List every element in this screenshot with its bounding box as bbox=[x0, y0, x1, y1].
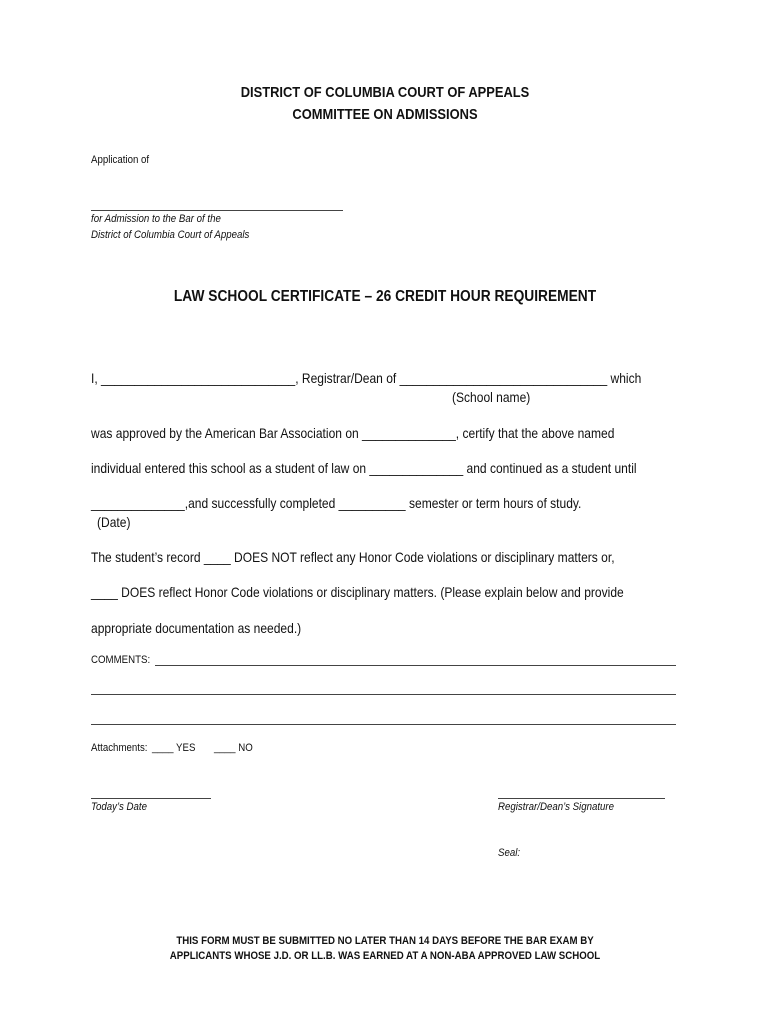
attachments-no[interactable]: ____ NO bbox=[214, 742, 253, 754]
body-line-completed: ______________,and successfully completed __________ semester or term hours of study. bbox=[91, 495, 582, 511]
registrar-signature-line[interactable] bbox=[498, 798, 665, 799]
registrar-signature-label: Registrar/Dean’s Signature bbox=[498, 801, 615, 813]
body-line-aba-approval: was approved by the American Bar Association on ______________, certify that the above named bbox=[91, 425, 615, 441]
comments-line-2[interactable] bbox=[91, 694, 676, 695]
application-of-label: Application of bbox=[91, 154, 150, 166]
body-line-registrar: I, _____________________________, Registrar/Dean of _______________________________ which bbox=[91, 370, 642, 386]
committee-title: COMMITTEE ON ADMISSIONS bbox=[292, 106, 478, 123]
todays-date-line[interactable] bbox=[91, 798, 211, 799]
body-line-does-reflect: ____ DOES reflect Honor Code violations or disciplinary matters. (Please explain below and provide bbox=[91, 584, 624, 600]
court-title: DISTRICT OF COLUMBIA COURT OF APPEALS bbox=[240, 84, 530, 101]
body-line-documentation: appropriate documentation as needed.) bbox=[91, 620, 302, 636]
footer-line-1: THIS FORM MUST BE SUBMITTED NO LATER THAN 14 DAYS BEFORE THE BAR EXAM BY bbox=[176, 935, 594, 947]
footer-line-2: APPLICANTS WHOSE J.D. OR LL.B. WAS EARNED AT A NON-ABA APPROVED LAW SCHOOL bbox=[169, 950, 601, 962]
for-admission-line1: for Admission to the Bar of the bbox=[91, 213, 221, 225]
applicant-name-line[interactable] bbox=[91, 210, 343, 211]
attachments-label: Attachments: bbox=[91, 742, 148, 754]
comments-label: COMMENTS: bbox=[91, 654, 151, 666]
school-name-note: (School name) bbox=[452, 389, 531, 405]
for-admission-line2: District of Columbia Court of Appeals bbox=[91, 229, 250, 241]
comments-line-3[interactable] bbox=[91, 724, 676, 725]
seal-label: Seal: bbox=[498, 847, 521, 859]
comments-line-1[interactable] bbox=[155, 665, 676, 666]
todays-date-label: Today’s Date bbox=[91, 801, 147, 813]
date-note: (Date) bbox=[97, 514, 131, 530]
body-line-does-not-reflect: The student’s record ____ DOES NOT reflect any Honor Code violations or disciplinary matters or, bbox=[91, 549, 615, 565]
certificate-title: LAW SCHOOL CERTIFICATE – 26 CREDIT HOUR REQUIREMENT bbox=[173, 288, 597, 305]
attachments-yes[interactable]: ____ YES bbox=[152, 742, 196, 754]
body-line-entered: individual entered this school as a student of law on ______________ and continued as a student until bbox=[91, 460, 637, 476]
